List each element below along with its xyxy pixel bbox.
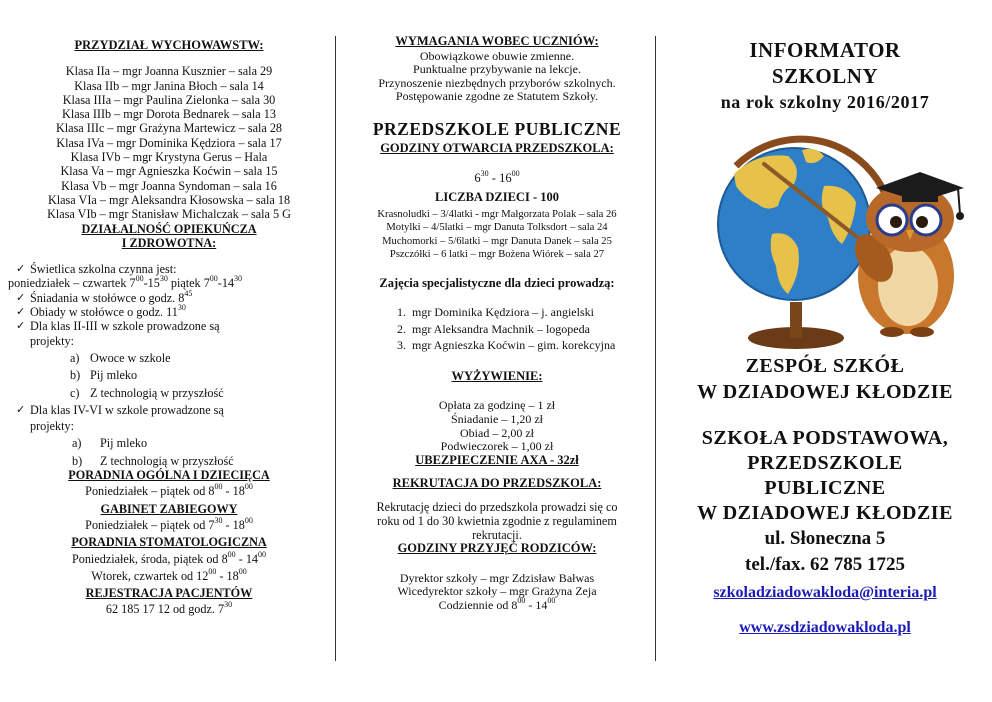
cap-tassel (958, 188, 960, 214)
text-line: rekrutacji. (472, 528, 522, 542)
list-item: 3. mgr Agnieszka Koćwin – gim. korekcyjna (397, 338, 616, 353)
specialists-list (347, 304, 647, 354)
list-item: Klasa IIIa – mgr Paulina Zielonka – sala 30 (62, 92, 276, 107)
globe-owl-illustration (706, 126, 976, 356)
list-item: Pszczółki – 6 latki – mgr Bożena Wiórek – sala 27 (389, 249, 605, 261)
sub-item: a) Owoce w szkole (70, 350, 171, 365)
list-item: Klasa IIIc – mgr Grażyna Martewicz – sala 28 (55, 121, 283, 136)
parents-hours-heading: GODZINY PRZYJĘĆ RODZICÓW: (397, 541, 597, 555)
groups-list (347, 208, 647, 262)
list-item: Muchomorki – 5/6latki – mgr Danuta Danek – sala 25 (382, 235, 612, 247)
school-year: na rok szkolny 2016/2017 (720, 92, 930, 112)
list-item: 2. mgr Aleksandra Machnik – logopeda (397, 321, 590, 336)
school-name-2: W DZIADOWEJ KŁODZIE (697, 381, 953, 403)
list-item: ✓ Śniadania w stołówce o godz. $8^{45}$ (8, 291, 330, 305)
list-item: Klasa IIa – mgr Joanna Kusznier – sala 29 (65, 64, 273, 79)
list-item: Klasa Vb – mgr Joanna Syndoman – sala 16 (61, 178, 277, 193)
school-info (662, 354, 988, 637)
list-item: Klasa VIb – mgr Stanisław Michalczak – sala 5 G (47, 207, 291, 222)
column-1 (8, 0, 330, 617)
food-list (347, 399, 647, 453)
opening-hours-heading: GODZINY OTWARCIA PRZEDSZKOLA: (380, 140, 614, 155)
care-heading-2: I ZDROWOTNA: (121, 235, 217, 250)
list-item: Krasnoludki – 3/4latki - mgr Małgorzata Polak – sala 26 (377, 208, 617, 220)
school-sub-3: PUBLICZNE (764, 477, 886, 499)
address: ul. Słoneczna 5 (764, 528, 886, 549)
list-item: Obiad – 2,00 zł (460, 425, 534, 440)
title-line-1: INFORMATOR (749, 38, 901, 62)
list-item-continued: projekty: (30, 333, 75, 348)
list-item: Śniadanie – 1,20 zł (451, 412, 543, 427)
list-item: ✓ Obiady w stołówce o godz. $11^{30}$ (8, 305, 330, 319)
director-hours (347, 572, 647, 613)
afterschool-hours: poniedziałek – czwartek $7^{00}-15^{30}$ piątek $7^{00}-14^{30}$ (8, 274, 243, 291)
sub-item: b) Z technologią w przyszłość (72, 453, 234, 468)
recruitment-text (347, 500, 647, 542)
sub-item: a) Pij mleko (72, 436, 148, 451)
list-item: Klasa IVa – mgr Dominika Kędziora – sala 17 (56, 135, 282, 150)
food-heading: WYŻYWIENIE: (451, 368, 543, 383)
registration-heading: REJESTRACJA PACJENTÓW (85, 586, 253, 601)
registration-phone: 62 185 17 12 od godz. $7^{30}$ (105, 600, 233, 617)
column-separator-right (655, 36, 656, 661)
column-separator-left (335, 36, 336, 661)
list-item: Klasa Va – mgr Agnieszka Koćwin – sala 15 (60, 164, 278, 179)
care-list (8, 262, 330, 468)
dental-clinic-hours-2: Wtorek, czwartek od $12^{00} - 18^{00}$ (91, 566, 247, 583)
column-2 (347, 0, 647, 612)
dental-clinic-hours-1: Poniedziałek, środa, piątek od $8^{00} - 14^{00}$ (71, 549, 267, 566)
preschool-heading: PRZEDSZKOLE PUBLICZNE (372, 118, 622, 139)
text-line: Rekrutację dzieci do przedszkola prowadzi się co (376, 500, 618, 514)
list-item: Obowiązkowe obuwie zmienne. (419, 48, 575, 63)
list-item: Klasa IIb – mgr Janina Błoch – sala 14 (74, 78, 264, 93)
list-item: ✓ Dla klas IV-VI w szkole prowadzone są (8, 403, 330, 417)
list-item: Klasa IIIb – mgr Dorota Bednarek – sala 13 (62, 107, 276, 122)
list-item: 1. mgr Dominika Kędziora – j. angielski (397, 305, 594, 320)
list-item: ✓ Świetlica szkolna czynna jest: (8, 262, 330, 276)
phone: tel./fax. 62 785 1725 (745, 554, 905, 575)
globe-stand (790, 302, 802, 338)
list-item: Klasa IVb – mgr Krystyna Gerus – Hala (70, 150, 268, 165)
text-line: roku od 1 do 30 kwietnia zgodnie z regulaminem (377, 514, 617, 528)
homeroom-heading: PRZYDZIAŁ WYCHOWAWSTW: (74, 38, 264, 52)
list-item: ✓ Dla klas II-III w szkole prowadzone są (8, 319, 330, 333)
school-name-1: ZESPÓŁ SZKÓŁ (745, 355, 905, 377)
director: Dyrektor szkoły – mgr Zdzisław Bałwas (399, 570, 595, 585)
list-item: Podwieczorek – 1,00 zł (440, 439, 554, 454)
daily-hours: Codziennie od $8^{00} - 14^{00}$ (438, 595, 556, 612)
list-item: Motylki – 4/5latki – mgr Danuta Tolksdort – sala 24 (386, 222, 608, 234)
list-item: Opłata za godzinę – 1 zł (438, 398, 556, 413)
sub-item: b) Pij mleko (70, 368, 138, 383)
school-sub-1: SZKOŁA PODSTAWOWA, (701, 427, 949, 449)
clinic-general-heading: PORADNIA OGÓLNA I DZIECIĘCA (68, 468, 270, 483)
sub-item: c) Z technologią w przyszłość (70, 385, 224, 400)
specialists-heading: Zajęcia specjalistyczne dla dzieci prowadzą: (379, 275, 615, 290)
list-item-continued: projekty: (30, 419, 75, 434)
requirements-heading: WYMAGANIA WOBEC UCZNIÓW: (395, 34, 599, 48)
list-item: Punktualne przybywanie na lekcje. (413, 62, 581, 77)
vice-director: Wicedyrektor szkoły – mgr Grażyna Zeja (397, 584, 597, 599)
recruitment-heading: REKRUTACJA DO PRZEDSZKOLA: (392, 476, 602, 491)
treatment-room-hours: Poniedziałek – piątek od $7^{30} - 18^{00}$ (85, 515, 253, 532)
list-item: Postępowanie zgodne ze Statutem Szkoły. (395, 89, 599, 104)
website-link[interactable]: www.zsdziadowakloda.pl (739, 619, 911, 636)
treatment-room-heading: GABINET ZABIEGOWY (100, 501, 238, 516)
title-line-2: SZKOLNY (771, 64, 879, 88)
clinic-general-hours: Poniedziałek – piątek od $8^{00} - 18^{00}$ (85, 482, 253, 499)
care-heading-1: DZIAŁALNOŚĆ OPIEKUŃCZA (81, 221, 257, 236)
children-count: LICZBA DZIECI - 100 (435, 190, 559, 205)
list-item: Przynoszenie niezbędnych przyborów szkolnych. (378, 75, 616, 90)
school-sub-4: W DZIADOWEJ KŁODZIE (697, 502, 953, 524)
email-link[interactable]: szkoladziadowakloda@interia.pl (713, 584, 937, 601)
school-sub-2: PRZEDSZKOLE (747, 452, 903, 474)
column-3 (662, 0, 988, 113)
insurance: UBEZPIECZENIE AXA - 32zł (415, 452, 579, 467)
homeroom-list (8, 64, 330, 221)
dental-clinic-heading: PORADNIA STOMATOLOGICZNA (71, 535, 267, 550)
requirements-list (347, 50, 647, 104)
list-item: Klasa VIa – mgr Aleksandra Kłosowska – sala 18 (47, 192, 291, 207)
opening-hours: $6^{30} - 16^{00}$ (474, 168, 520, 185)
